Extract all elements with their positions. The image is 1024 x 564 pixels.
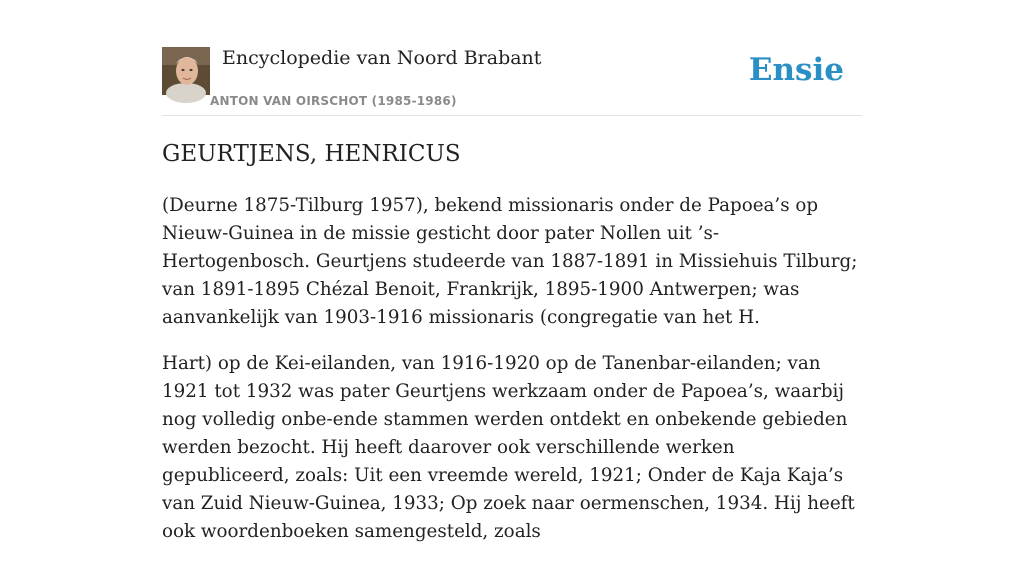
article-body xyxy=(162,192,862,564)
page-title: GEURTJENS, HENRICUS xyxy=(162,141,461,167)
portrait-photo-icon[interactable] xyxy=(162,47,210,95)
author-line[interactable]: ANTON VAN OIRSCHOT (1985-1986) xyxy=(210,94,457,108)
header xyxy=(162,46,862,116)
ensie-logo[interactable]: Ensie xyxy=(748,52,844,88)
site-title[interactable]: Encyclopedie van Noord Brabant xyxy=(222,47,542,69)
article-paragraph: Hart) op de Kei-eilanden, van 1916-1920 op de Tanenbar-eilanden; van 1921 tot 1932 was pater Geurtjens werkzaam onder de Papoea’s, waarbij nog volledig onbe-ende stammen werden ontdekt en onbekende gebieden werden bezocht. Hij heeft daarover ook verschillende werken gepubliceerd, zoals: Uit een vreemde wereld, 1921; Onder de Kaja Kaja’s van Zuid Nieuw-Guinea, 1933; Op zoek naar oermenschen, 1934. Hij heeft ook woordenboeken samengesteld, zoals xyxy=(162,353,855,542)
header-divider xyxy=(162,115,862,116)
article-paragraph: (Deurne 1875-Tilburg 1957), bekend missionaris onder de Papoea’s op Nieuw-Guinea in de missie gesticht door pater Nollen uit ’s-Hertogenbosch. Geurtjens studeerde van 1887-1891 in Missiehuis Tilburg; van 1891-1895 Chézal Benoit, Frankrijk, 1895-1900 Antwerpen; was aanvankelijk van 1903-1916 missionaris (congregatie van het H. xyxy=(162,195,858,328)
